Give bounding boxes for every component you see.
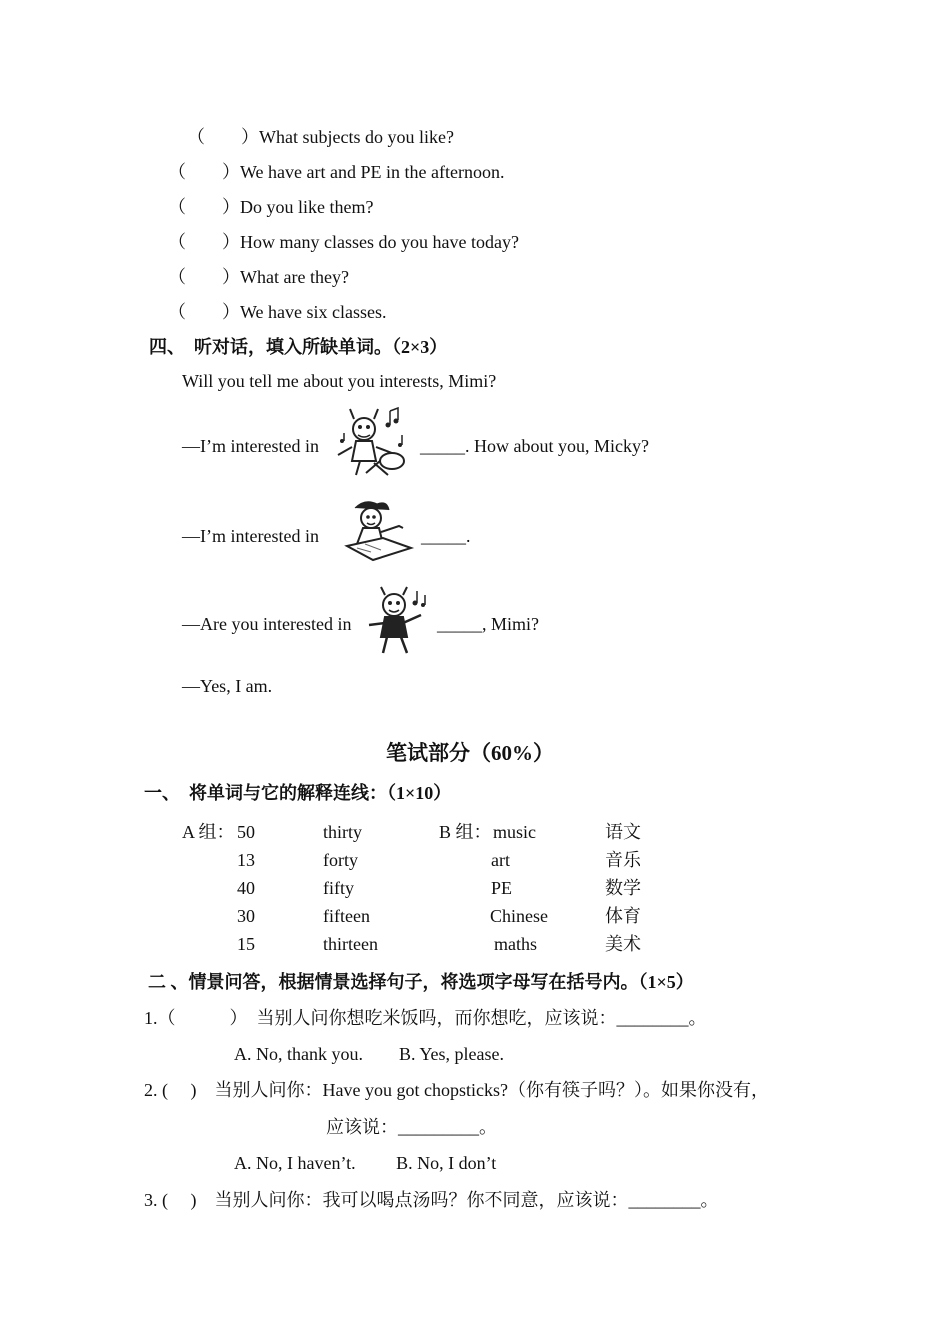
group-a-word: thirteen bbox=[323, 934, 378, 954]
dialog-line-4: —Yes, I am. bbox=[182, 676, 273, 696]
question-2-options: A. No, I haven’t. B. No, I don’t bbox=[234, 1153, 497, 1173]
question-2-continued: 应该说：_________。 bbox=[326, 1117, 497, 1137]
order-item-4: （ ）How many classes do you have today? bbox=[168, 232, 519, 252]
group-b-chinese: 音乐 bbox=[605, 850, 641, 870]
group-a-label: A 组： bbox=[182, 822, 235, 842]
question-1-options: A. No, thank you. B. Yes, please. bbox=[234, 1044, 504, 1064]
order-item-2: （ ）We have art and PE in the afternoon. bbox=[168, 162, 505, 182]
group-b-word: Chinese bbox=[490, 906, 548, 926]
question-3: 3. ( ) 当别人问你：我可以喝点汤吗？你不同意，应该说：________。 bbox=[144, 1190, 719, 1210]
part2-heading: 二 、情景问答，根据情景选择句子，将选项字母写在括号内。（1×5） bbox=[148, 972, 694, 992]
group-b-chinese: 体育 bbox=[605, 906, 641, 926]
group-b-chinese: 美术 bbox=[605, 934, 641, 954]
question-2: 2. ( ) 当别人问你：Have you got chopsticks?（你有筷子吗？）。如果你没有， bbox=[144, 1080, 769, 1100]
group-a-number: 13 bbox=[237, 850, 255, 870]
group-b-chinese: 数学 bbox=[605, 878, 641, 898]
group-a-word: thirty bbox=[323, 822, 362, 842]
order-item-3: （ ）Do you like them? bbox=[168, 197, 374, 217]
music-cartoon-icon bbox=[330, 403, 412, 479]
group-a-number: 15 bbox=[237, 934, 255, 954]
order-item-6: （ ）We have six classes. bbox=[168, 302, 387, 322]
art-drawing-cartoon-icon bbox=[343, 498, 415, 564]
group-a-number: 40 bbox=[237, 878, 255, 898]
group-a-word: fifty bbox=[323, 878, 354, 898]
dialog-line-3-pre: —Are you interested in bbox=[182, 614, 352, 634]
group-a-word: fifteen bbox=[323, 906, 370, 926]
group-b-chinese: 语文 bbox=[605, 822, 641, 842]
group-a-number: 30 bbox=[237, 906, 255, 926]
group-a-number: 50 bbox=[237, 822, 255, 842]
group-b-word: art bbox=[491, 850, 510, 870]
order-item-1: （ ）What subjects do you like? bbox=[187, 127, 454, 147]
dialog-line-3-post: _____, Mimi? bbox=[437, 614, 539, 634]
group-a-word: forty bbox=[323, 850, 358, 870]
dialog-line-1-post: _____. How about you, Micky? bbox=[420, 436, 649, 456]
question-1: 1.（ ） 当别人问你想吃米饭吗，而你想吃，应该说：________。 bbox=[144, 1008, 707, 1028]
section4-intro: Will you tell me about you interests, Mimi? bbox=[182, 371, 497, 391]
written-part-title: 笔试部分（60%） bbox=[386, 741, 554, 765]
group-b-word: music bbox=[493, 822, 536, 842]
section4-heading: 四、 听对话，填入所缺单词。（2×3） bbox=[149, 337, 448, 357]
dancing-cartoon-icon bbox=[365, 585, 431, 657]
group-b-label: B 组： bbox=[439, 822, 492, 842]
dialog-line-2-post: _____. bbox=[421, 526, 471, 546]
dialog-line-2-pre: —I’m interested in bbox=[182, 526, 319, 546]
group-b-word: PE bbox=[491, 878, 513, 898]
dialog-line-1-pre: —I’m interested in bbox=[182, 436, 319, 456]
order-item-5: （ ）What are they? bbox=[168, 267, 349, 287]
group-b-word: maths bbox=[494, 934, 537, 954]
part1-heading: 一、 将单词与它的解释连线：（1×10） bbox=[144, 783, 452, 803]
